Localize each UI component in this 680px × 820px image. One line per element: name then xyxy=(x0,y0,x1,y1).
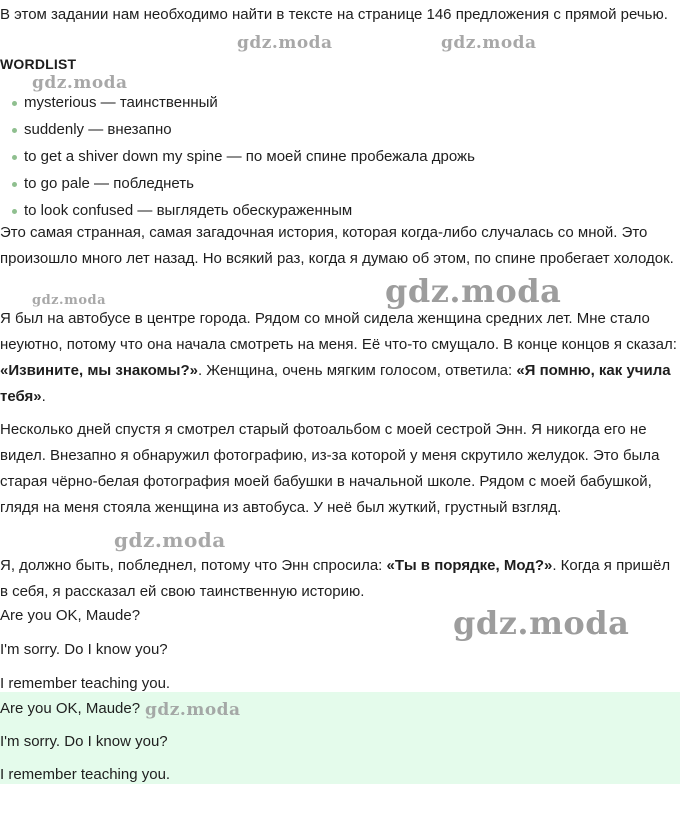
wordlist-item: to look confused — выглядеть обескураженным xyxy=(0,197,475,224)
story-paragraph-1: Это самая странная, самая загадочная история, которая когда-либо случалась со мной. Это произошло много лет назад. Но всякий раз, когда я думаю об этом, по спине пробегает холодок. xyxy=(0,224,674,267)
watermark-logo: gdz.moda xyxy=(114,528,226,552)
story-paragraph-2: Я был на автобусе в центре города. Рядом со мной сидела женщина средних лет. Мне стало неуютно, потому что она начала смотреть на меня. Её что-то смущало. В конце концов я сказал: «Извините, мы знакомы?». Женщина, очень мягким голосом, ответила: «Я помню, как учила тебя». xyxy=(0,310,677,405)
watermark-logo: gdz.moda xyxy=(385,272,562,310)
wordlist-item: to get a shiver down my spine — по моей спине пробежала дрожь xyxy=(0,143,475,170)
wordlist-item: suddenly — внезапно xyxy=(0,116,475,143)
bullet-icon xyxy=(12,101,17,106)
highlighted-answer-line: I'm sorry. Do I know you? xyxy=(0,733,168,750)
watermark-logo: gdz.moda xyxy=(145,700,241,720)
direct-speech: «Извините, мы знакомы?» xyxy=(0,362,198,379)
direct-speech: «Я помню, как учила тебя» xyxy=(0,362,671,405)
wordlist xyxy=(0,89,475,224)
wordlist-item: to go pale — побледнеть xyxy=(0,170,475,197)
watermark-logo: gdz.moda xyxy=(32,293,107,308)
direct-speech: «Ты в порядке, Мод?» xyxy=(386,557,553,574)
highlighted-answer-line: I remember teaching you. xyxy=(0,766,171,783)
wordlist-item: mysterious — таинственный xyxy=(0,89,475,116)
watermark-logo: gdz.moda xyxy=(453,604,630,642)
watermark-logo: gdz.moda xyxy=(237,33,333,53)
wordlist-title: WORDLIST xyxy=(0,56,77,72)
task-intro: В этом задании нам необходимо найти в тексте на странице 146 предложения с прямой речью. xyxy=(0,6,668,23)
watermark-logo: gdz.moda xyxy=(32,73,128,93)
answer-line: I remember teaching you. xyxy=(0,675,171,692)
story-paragraph-3: Несколько дней спустя я смотрел старый фотоальбом с моей сестрой Энн. Я никогда его не видел. Внезапно я обнаружил фотографию, из-за которой у меня скрутило желудок. Это была старая чёрно-белая фотография моей бабушки в начальной школе. Рядом с моей бабушкой, глядя на меня стояла женщина из автобуса. У неё был жуткий, грустный взгляд. xyxy=(0,421,660,516)
bullet-icon xyxy=(12,182,17,187)
answer-line: Are you OK, Maude? xyxy=(0,607,141,624)
bullet-icon xyxy=(12,155,17,160)
answer-line: I'm sorry. Do I know you? xyxy=(0,641,168,658)
story-paragraph-4: Я, должно быть, побледнел, потому что Энн спросила: «Ты в порядке, Мод?». Когда я пришёл в себя, я рассказал ей свою таинственную историю. xyxy=(0,557,671,600)
bullet-icon xyxy=(12,128,17,133)
watermark-logo: gdz.moda xyxy=(441,33,537,53)
highlighted-answer-line: Are you OK, Maude? xyxy=(0,700,141,717)
bullet-icon xyxy=(12,209,17,214)
